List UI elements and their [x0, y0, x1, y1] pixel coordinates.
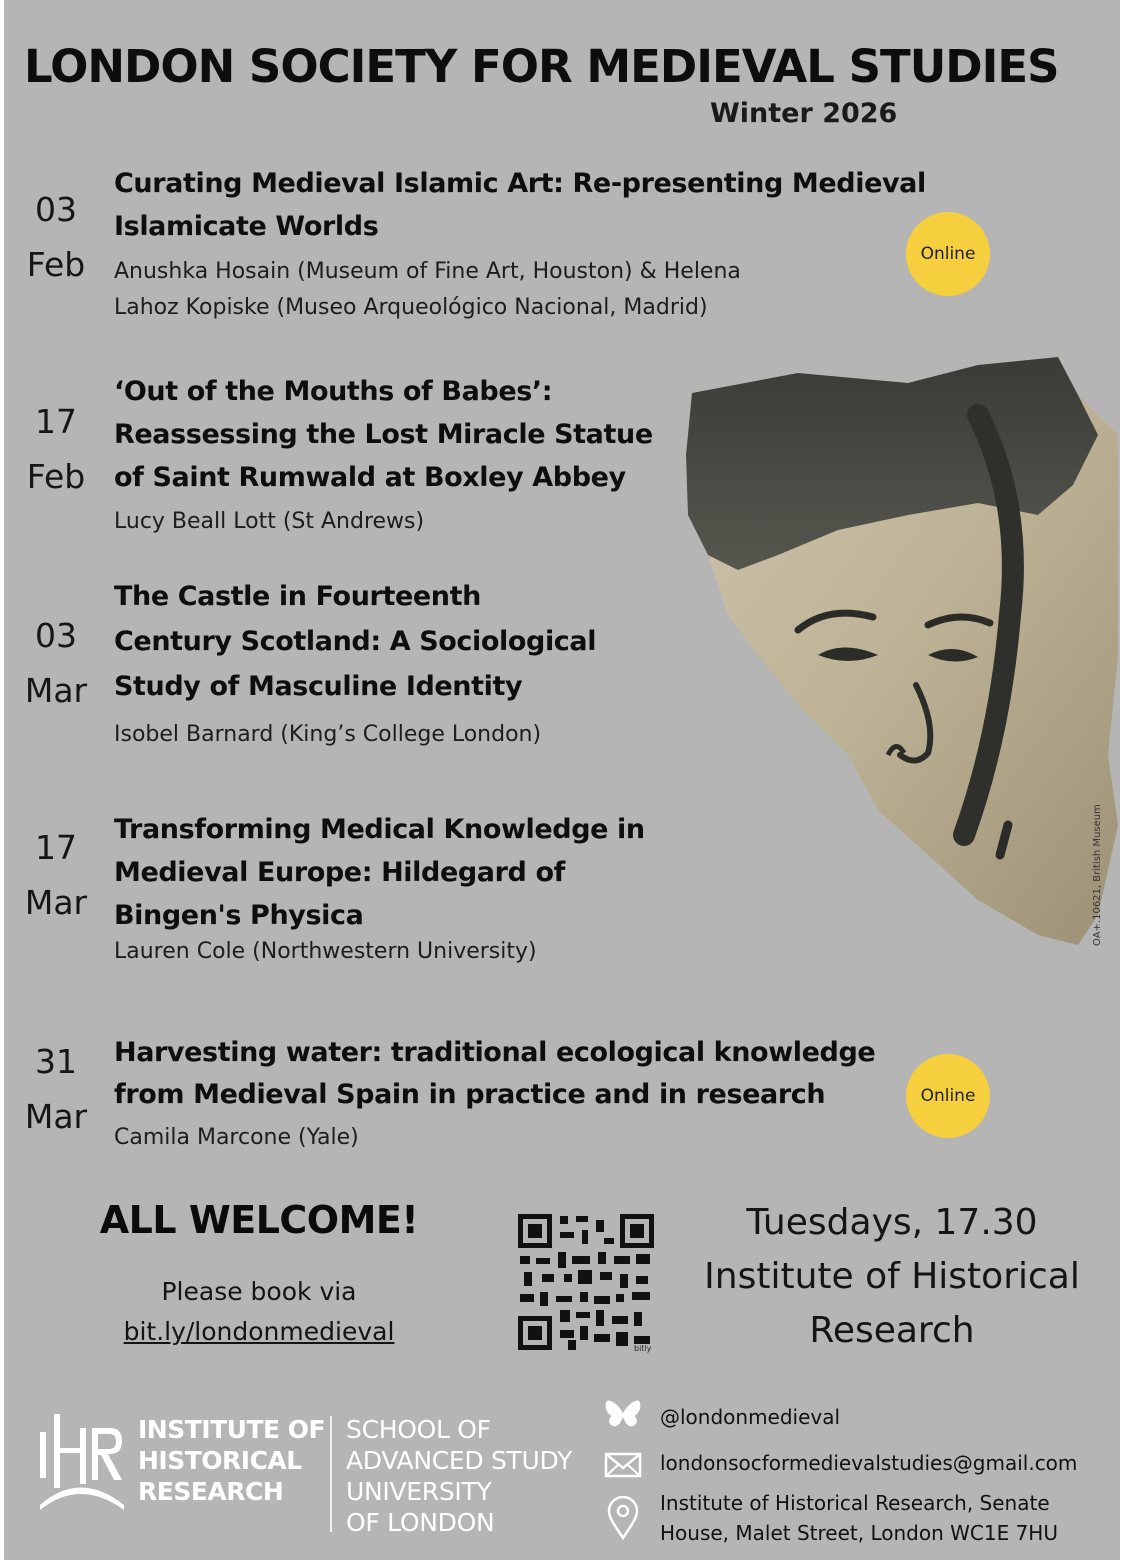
event-month: Feb	[26, 245, 86, 284]
social-handle[interactable]: @londonmedieval	[660, 1405, 841, 1429]
qr-code[interactable]	[516, 1212, 656, 1352]
ihr-name-line: HISTORICAL	[138, 1446, 302, 1475]
event-speaker-line: Anushka Hosain (Museum of Fine Art, Houston) & Helena	[114, 259, 741, 284]
booking-link[interactable]: bit.ly/londonmedieval	[123, 1317, 395, 1346]
event-title	[114, 808, 645, 937]
event-month: Mar	[24, 1097, 88, 1136]
event-speaker	[114, 934, 537, 970]
address-line: House, Malet Street, London WC1E 7HU	[660, 1521, 1058, 1545]
online-badge: Online	[906, 212, 990, 296]
event-title-line: Transforming Medical Knowledge in	[114, 814, 645, 845]
sas-name	[346, 1414, 572, 1538]
event-date	[16, 1034, 96, 1144]
event-date	[16, 608, 96, 718]
event-month: Mar	[24, 671, 88, 710]
butterfly-icon	[604, 1396, 642, 1434]
event-title-line: Islamicate Worlds	[114, 211, 379, 242]
event-title	[114, 370, 653, 499]
event-title	[114, 1032, 875, 1116]
event-speaker-line: Lahoz Kopiske (Museo Arqueológico Nacional, Madrid)	[114, 295, 708, 320]
venue-line: Institute of Historical	[704, 1256, 1080, 1297]
ihr-logo-icon	[34, 1410, 126, 1520]
qr-caption: bitly	[634, 1344, 652, 1353]
event-day: 17	[35, 402, 77, 441]
event-speaker	[114, 717, 541, 753]
envelope-icon	[604, 1446, 642, 1484]
sas-name-line: ADVANCED STUDY	[346, 1446, 573, 1475]
event-date	[16, 394, 96, 504]
sas-name-line: UNIVERSITY	[346, 1477, 492, 1506]
venue-line: Research	[809, 1310, 975, 1351]
image-credit: OA+.10621, British Museum	[1092, 804, 1103, 946]
event-date	[16, 820, 96, 930]
event-day: 03	[35, 190, 77, 229]
address-line: Institute of Historical Research, Senate	[660, 1491, 1050, 1515]
ihr-name-line: INSTITUTE OF	[138, 1415, 326, 1444]
event-month: Feb	[26, 457, 86, 496]
event-title-line: ‘Out of the Mouths of Babes’:	[114, 376, 553, 407]
postal-address	[660, 1488, 1058, 1548]
location-pin-icon	[604, 1496, 642, 1540]
event-title-line: Reassessing the Lost Miracle Statue	[114, 419, 653, 450]
event-speaker-line: Lucy Beall Lott (St Andrews)	[114, 509, 425, 534]
sas-name-line: SCHOOL OF	[346, 1415, 491, 1444]
all-welcome-heading: ALL WELCOME!	[99, 1198, 419, 1242]
event-day: 03	[35, 616, 77, 655]
event-title-line: Curating Medieval Islamic Art: Re-presenting Medieval	[114, 168, 926, 199]
event-title-line: Study of Masculine Identity	[114, 671, 523, 702]
event-speaker	[114, 254, 741, 326]
event-title	[114, 574, 596, 709]
meeting-info	[692, 1196, 1092, 1358]
event-title-line: Century Scotland: A Sociological	[114, 626, 597, 657]
event-speaker-line: Camila Marcone (Yale)	[114, 1125, 359, 1150]
ihr-name	[138, 1414, 325, 1507]
season-label: Winter 2026	[710, 98, 898, 129]
event-speaker	[114, 1120, 359, 1156]
event-day: 31	[35, 1042, 77, 1081]
event-title-line: Medieval Europe: Hildegard of	[114, 857, 565, 888]
email-address[interactable]: londonsocformedievalstudies@gmail.com	[660, 1451, 1078, 1475]
painted-fragment-image	[678, 355, 1120, 955]
event-day: 17	[35, 828, 77, 867]
booking-text: Please book via	[161, 1277, 357, 1306]
event-speaker	[114, 504, 424, 540]
event-date	[16, 182, 96, 292]
event-speaker-line: Isobel Barnard (King’s College London)	[114, 722, 542, 747]
logo-divider	[330, 1416, 332, 1532]
event-title-line: of Saint Rumwald at Boxley Abbey	[114, 462, 626, 493]
event-title-line: Bingen's Physica	[114, 900, 364, 931]
meeting-time: Tuesdays, 17.30	[746, 1202, 1038, 1243]
event-title-line: The Castle in Fourteenth	[114, 581, 481, 612]
event-speaker-line: Lauren Cole (Northwestern University)	[114, 939, 537, 964]
ihr-name-line: RESEARCH	[138, 1477, 284, 1506]
poster-title: LONDON SOCIETY FOR MEDIEVAL STUDIES	[24, 40, 1059, 93]
event-title-line: from Medieval Spain in practice and in research	[114, 1079, 826, 1110]
event-title-line: Harvesting water: traditional ecological knowledge	[114, 1037, 876, 1068]
booking-info	[64, 1272, 454, 1352]
sas-name-line: OF LONDON	[346, 1508, 495, 1537]
online-badge: Online	[906, 1054, 990, 1138]
event-title	[114, 162, 926, 248]
poster	[4, 0, 1120, 1560]
event-month: Mar	[24, 883, 88, 922]
